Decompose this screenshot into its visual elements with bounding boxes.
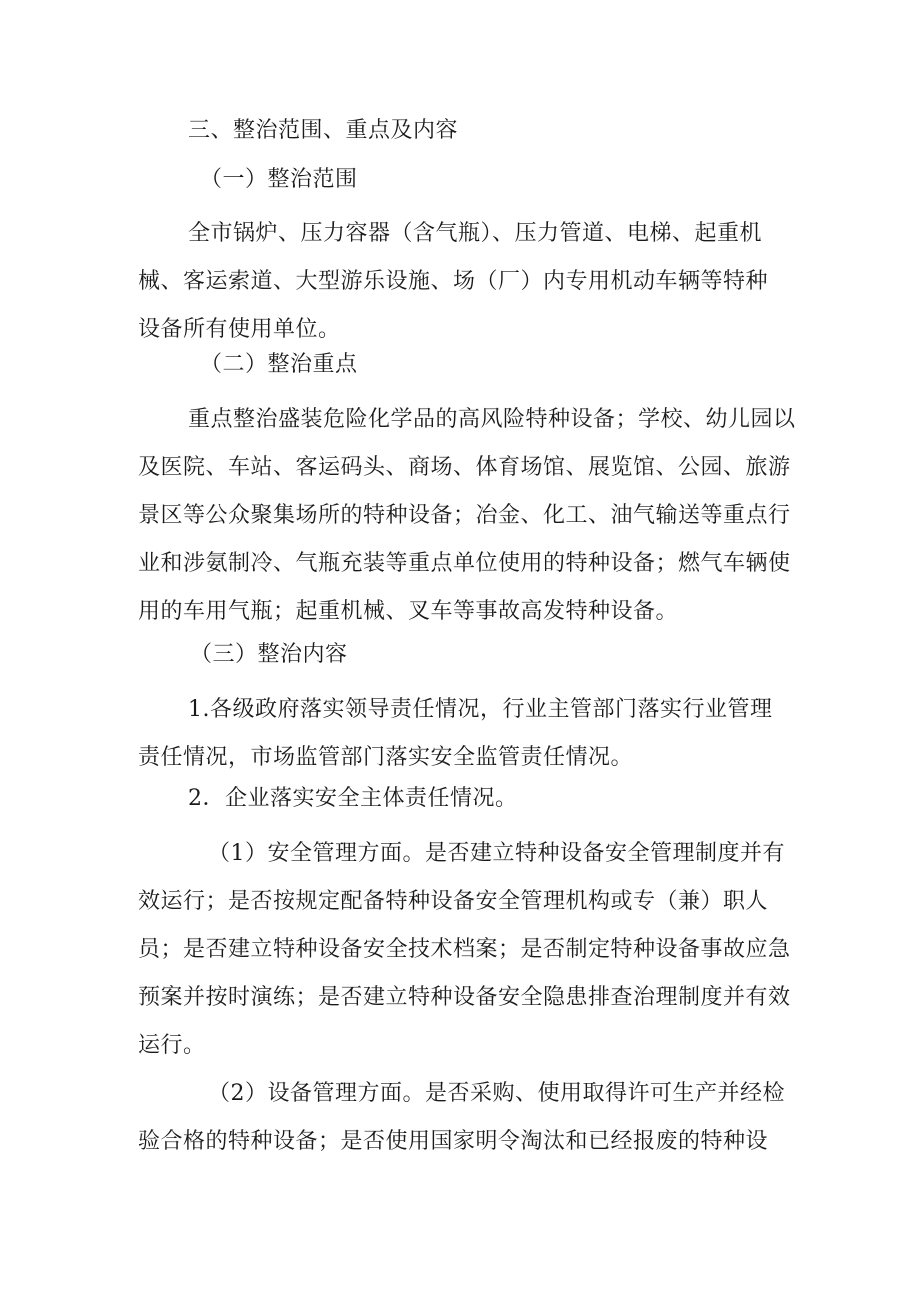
- content-subitem-2: （2）设备管理方面。是否采购、使用取得许可生产并经检验合格的特种设备；是否使用国家明令淘汰和已经报废的特种设: [138, 1081, 785, 1154]
- content-item-2: 2．企业落实安全主体责任情况。: [188, 786, 518, 811]
- content-subitem-1: （1）安全管理方面。是否建立特种设备安全管理制度并有效运行；是否按规定配备特种设备安全管理机构或专（兼）职人员；是否建立特种设备安全技术档案；是否制定特种设备事故应急预案并按时演练；是否建立特种设备安全隐患排查治理制度并有效运行。: [138, 841, 791, 1058]
- scope-title: （一）整治范围: [200, 167, 358, 192]
- focus-paragraph: 重点整治盛装危险化学品的高风险特种设备；学校、幼儿园以及医院、车站、客运码头、商场、体育场馆、展览馆、公园、旅游景区等公众聚集场所的特种设备；冶金、化工、油气输送等重点行业和涉氨制冷、气瓶充装等重点单位使用的特种设备；燃气车辆使用的车用气瓶；起重机械、叉车等事故高发特种设备。: [138, 407, 796, 624]
- content-title: （三）整治内容: [190, 642, 348, 667]
- section-heading: 三、整治范围、重点及内容: [188, 118, 459, 143]
- focus-title: （二）整治重点: [200, 352, 358, 377]
- content-item-1: 1.各级政府落实领导责任情况，行业主管部门落实行业管理责任情况，市场监管部门落实安全监管责任情况。: [138, 697, 773, 770]
- scope-paragraph: 全市锅炉、压力容器（含气瓶）、压力管道、电梯、起重机械、客运索道、大型游乐设施、场（厂）内专用机动车辆等特种设备所有使用单位。: [138, 221, 769, 342]
